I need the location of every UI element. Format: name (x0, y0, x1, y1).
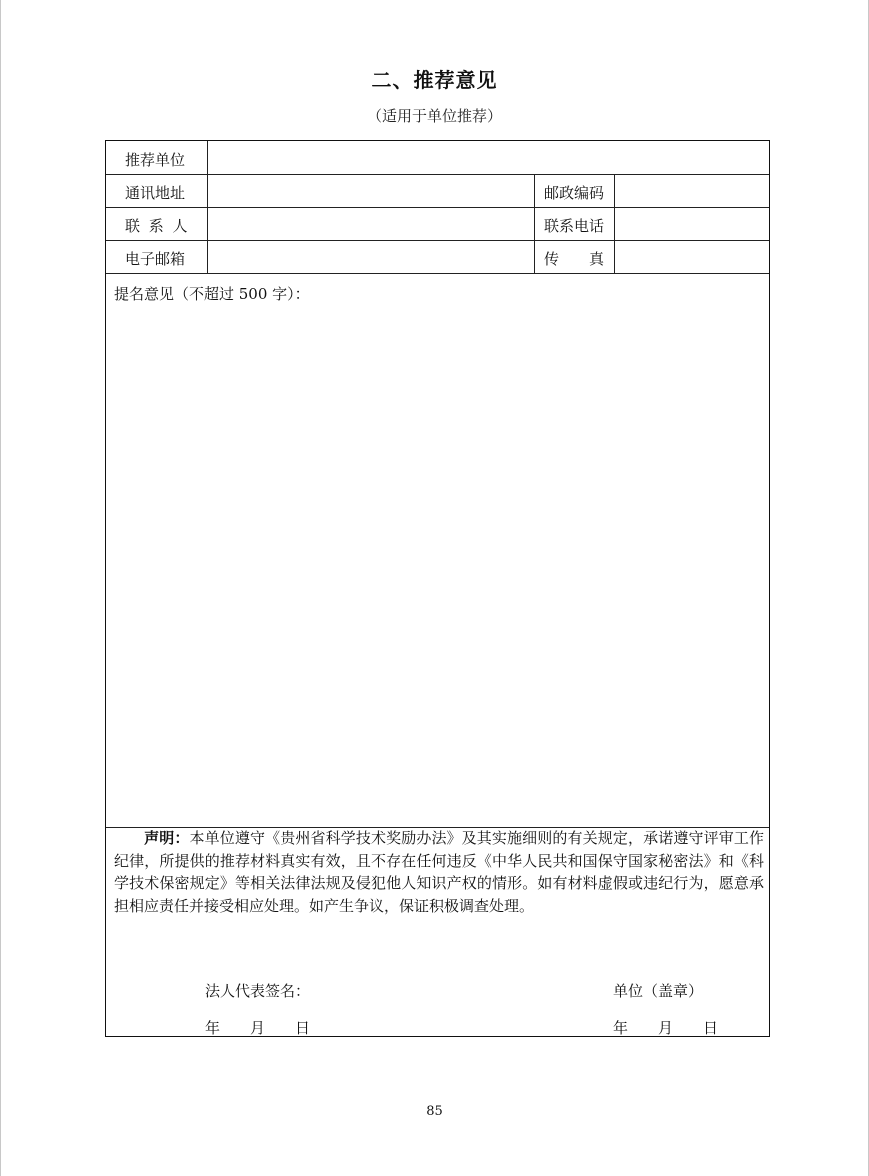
page-number: 85 (426, 1104, 443, 1119)
contact-label: 联 系 人 (125, 217, 190, 235)
page-edge-left (0, 0, 1, 1176)
column-divider (614, 174, 615, 273)
recommender-unit-label: 推荐单位 (125, 151, 186, 169)
legal-rep-signature-label: 法人代表签名： (205, 982, 311, 1000)
phone-field[interactable] (616, 208, 769, 240)
fax-field[interactable] (616, 241, 769, 273)
contact-field[interactable] (209, 208, 533, 240)
declaration-text: 本单位遵守《贵州省科学技术奖励办法》及其实施细则的有关规定，承诺遵守评审工作纪律，所提供的推荐材料真实有效，且不存在任何违反《中华人民共和国保守国家秘密法》和《科学技术保密规定》等相关法律法规及侵犯他人知识产权的情形。如有材料虚假或违纪行为，愿意承担相应责任并接受相应处理。如产生争议，保证积极调查处理。 (114, 829, 764, 915)
page-subtitle: （适用于单位推荐） (366, 107, 502, 125)
unit-seal-label: 单位（盖章） (613, 982, 704, 1000)
declaration-heading: 声明： (144, 829, 190, 847)
phone-label: 联系电话 (544, 217, 605, 235)
recommender-unit-field[interactable] (209, 141, 769, 174)
date-right: 年 月 日 (613, 1019, 719, 1037)
address-label: 通讯地址 (125, 184, 186, 202)
email-field[interactable] (209, 241, 533, 273)
postcode-field[interactable] (616, 175, 769, 207)
recommendation-form (105, 140, 770, 1037)
address-field[interactable] (209, 175, 533, 207)
column-divider (207, 141, 208, 273)
date-left: 年 月 日 (205, 1019, 311, 1037)
declaration-paragraph (114, 827, 764, 917)
column-divider (534, 174, 535, 273)
postcode-label: 邮政编码 (544, 184, 605, 202)
page-title: 二、推荐意见 (371, 68, 498, 92)
email-label: 电子邮箱 (125, 250, 186, 268)
row-divider (106, 273, 769, 274)
opinion-textarea[interactable] (108, 307, 768, 825)
fax-label: 传 真 (544, 250, 605, 268)
opinion-label: 提名意见（不超过 500 字）： (114, 285, 310, 303)
